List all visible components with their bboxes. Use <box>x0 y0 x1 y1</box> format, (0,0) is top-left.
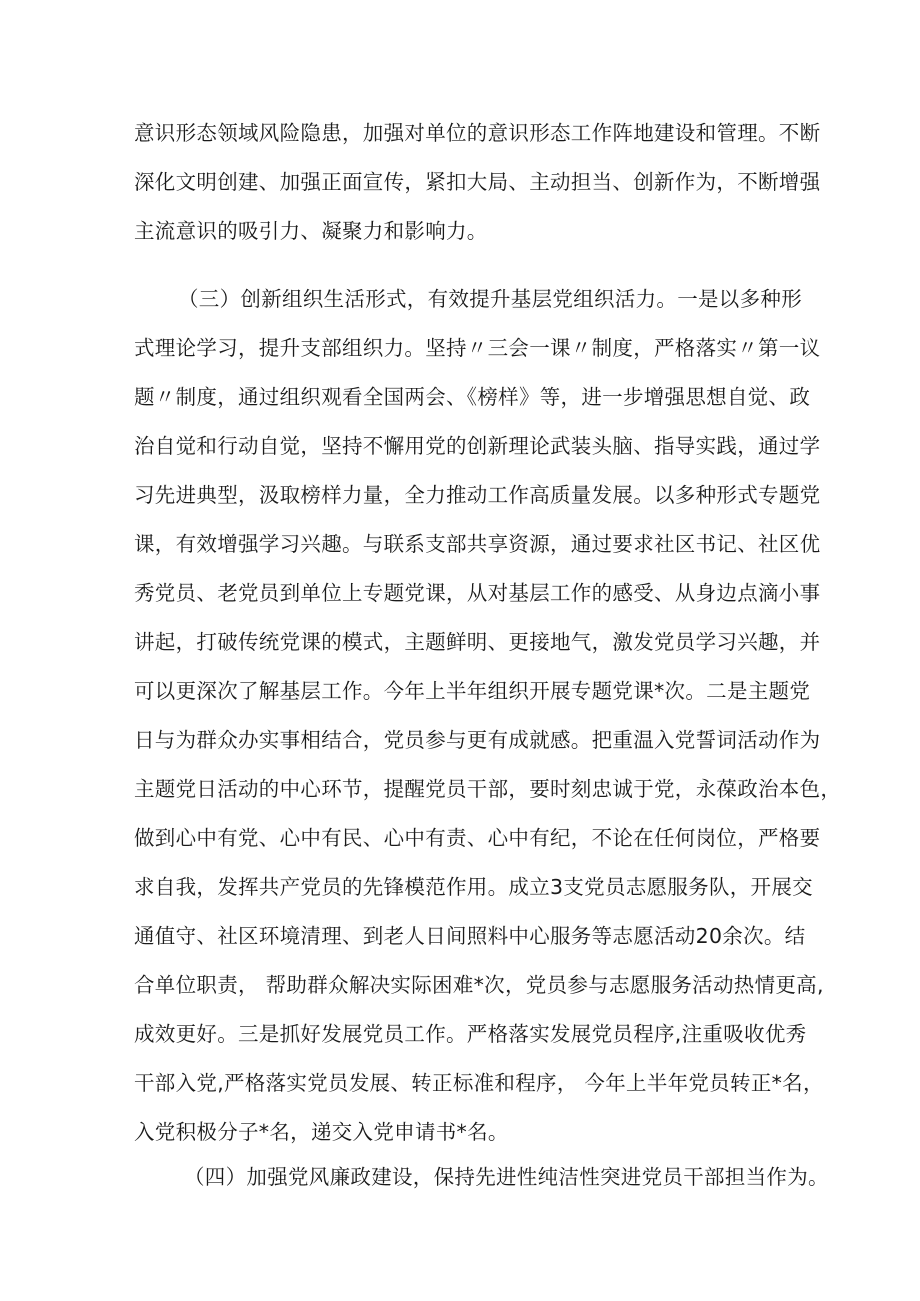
paragraph-1-line-3: 主流意识的吸引力、凝聚力和影响力。 <box>134 219 488 243</box>
paragraph-1-line-1: 意识形态领域风险隐患，加强对单位的意识形态工作阵地建设和管理。不断 <box>134 121 821 145</box>
paragraph-2-line-5: 习先进典型，汲取榜样力量，全力推动工作高质量发展。以多种形式专题党 <box>134 483 821 507</box>
paragraph-2-line-7: 秀党员、老党员到单位上专题党课，从对基层工作的感受、从身边点滴小事 <box>134 581 821 605</box>
paragraph-2-line-17: 干部入党,严格落实党员发展、转正标准和程序， 今年上半年党员转正*名， <box>134 1071 824 1095</box>
paragraph-2-line-9: 可以更深次了解基层工作。今年上半年组织开展专题党课*次。二是主题党 <box>134 679 811 703</box>
paragraph-2-line-2: 式理论学习，提升支部组织力。坚持〃三会一课〃制度，严格落实〃第一议 <box>134 336 821 360</box>
paragraph-2-line-15: 合单位职责， 帮助群众解决实际困难*次，党员参与志愿服务活动热情更高, <box>134 973 824 997</box>
paragraph-2-line-16: 成效更好。三是抓好发展党员工作。严格落实发展党员程序,注重吸收优秀 <box>134 1022 807 1046</box>
paragraph-2-line-12: 做到心中有党、心中有民、心中有责、心中有纪，不论在任何岗位，严格要 <box>134 826 821 850</box>
paragraph-2-line-14: 通值守、社区环境清理、到老人日间照料中心服务等志愿活动20余次。结 <box>134 924 806 948</box>
section-heading-4: （四）加强党风廉政建设，保持先进性纯洁性突进党员干部担当作为。 <box>184 1165 829 1189</box>
section-heading-3: （三）创新组织生活形式，有效提升基层党组织活力。一是以多种形 <box>178 287 802 311</box>
paragraph-2-line-10: 日与为群众办实事相结合，党员参与更有成就感。把重温入党誓词活动作为 <box>134 728 821 752</box>
paragraph-2-line-11: 主题党日活动的中心环节，提醒党员干部，要时刻忠诚于党，永葆政治本色， <box>134 777 842 801</box>
paragraph-2-line-18: 入党积极分子*名，递交入党申请书*名。 <box>134 1120 509 1144</box>
paragraph-2-line-13: 求自我，发挥共产党员的先锋模范作用。成立3支党员志愿服务队，开展交 <box>134 875 813 899</box>
paragraph-1-line-2: 深化文明创建、加强正面宣传，紧扣大局、主动担当、创新作为，不断增强 <box>134 170 821 194</box>
paragraph-2-line-6: 课，有效增强学习兴趣。与联系支部共享资源，通过要求社区书记、社区优 <box>134 532 821 556</box>
paragraph-2-line-4: 治自觉和行动自觉，坚持不懈用党的创新理论武装头脑、指导实践，通过学 <box>134 434 821 458</box>
paragraph-2-line-8: 讲起，打破传统党课的模式，主题鲜明、更接地气，激发党员学习兴趣，并 <box>134 630 821 654</box>
paragraph-2-line-3: 题〃制度，通过组织观看全国两会、《榜样》等，进一步增强思想自觉、政 <box>134 385 811 409</box>
